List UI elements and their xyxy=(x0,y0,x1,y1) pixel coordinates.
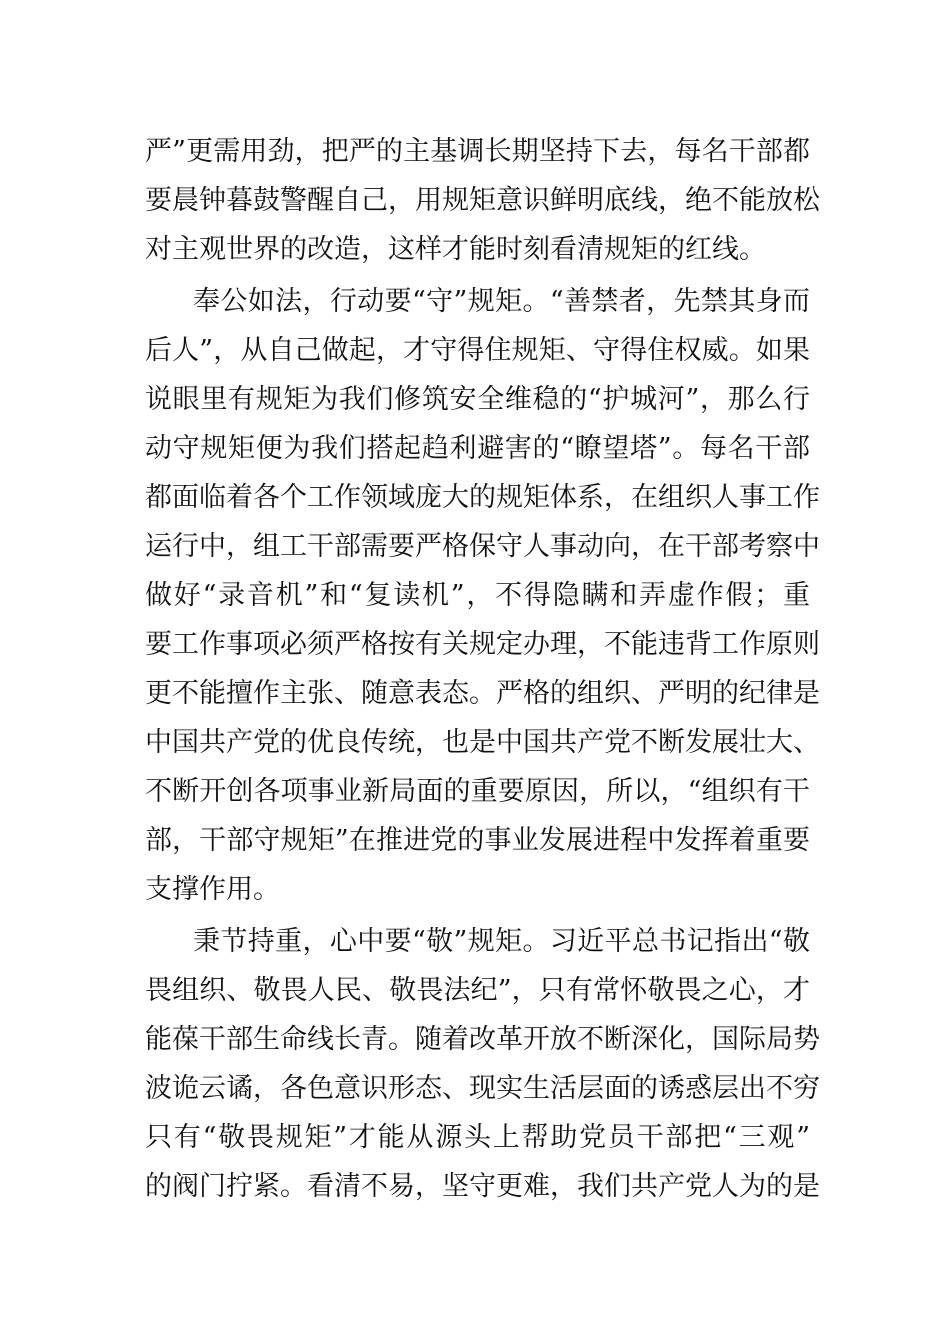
text-line: 说眼里有规矩为我们修筑安全维稳的“护城河”，那么行 xyxy=(145,384,810,415)
text-line: 部，干部守规矩”在推进党的事业发展进程中发挥着重要 xyxy=(145,825,810,856)
text-line: 严”更需用劲，把严的主基调长期坚持下去，每名干部都 xyxy=(145,136,810,167)
text-line: 的阀门拧紧。看清不易，坚守更难，我们共产党人为的是 xyxy=(145,1171,820,1202)
text-line: 只有“敬畏规矩”才能从源头上帮助党员干部把“三观” xyxy=(145,1122,810,1153)
text-line: 要晨钟暮鼓警醒自己，用规矩意识鲜明底线，绝不能放松 xyxy=(145,185,820,216)
text-line: 动守规矩便为我们搭起趋利避害的“瞭望塔”。每名干部 xyxy=(145,433,810,464)
text-line: 都面临着各个工作领域庞大的规矩体系，在组织人事工作 xyxy=(145,482,820,513)
text-line: 更不能擅作主张、随意表态。严格的组织、严明的纪律是 xyxy=(145,678,820,709)
document-body xyxy=(145,127,820,1211)
text-line: 秉节持重，心中要“敬”规矩。习近平总书记指出“敬 xyxy=(193,926,810,957)
text-line: 中国共产党的优良传统，也是中国共产党不断发展壮大、 xyxy=(145,727,820,758)
text-line: 做好“录音机”和“复读机”，不得隐瞒和弄虚作假；重 xyxy=(145,580,810,611)
text-line: 运行中，组工干部需要严格保守人事动向，在干部考察中 xyxy=(145,531,820,562)
text-line: 波诡云谲，各色意识形态、现实生活层面的诱惑层出不穷 xyxy=(145,1073,820,1104)
paragraph xyxy=(145,277,820,914)
text-line: 支撑作用。 xyxy=(145,874,280,905)
text-line: 畏组织、敬畏人民、敬畏法纪”，只有常怀敬畏之心，才 xyxy=(145,975,810,1006)
text-line: 不断开创各项事业新局面的重要原因，所以，“组织有干 xyxy=(145,776,810,807)
paragraph xyxy=(145,917,820,1211)
text-line: 能葆干部生命线长青。随着改革开放不断深化，国际局势 xyxy=(145,1024,820,1055)
text-line: 要工作事项必须严格按有关规定办理，不能违背工作原则 xyxy=(145,629,820,660)
text-line: 后人”，从自己做起，才守得住规矩、守得住权威。如果 xyxy=(145,335,810,366)
text-line: 奉公如法，行动要“守”规矩。“善禁者，先禁其身而 xyxy=(193,286,810,317)
text-line: 对主观世界的改造，这样才能时刻看清规矩的红线。 xyxy=(145,234,766,265)
paragraph xyxy=(145,127,820,274)
